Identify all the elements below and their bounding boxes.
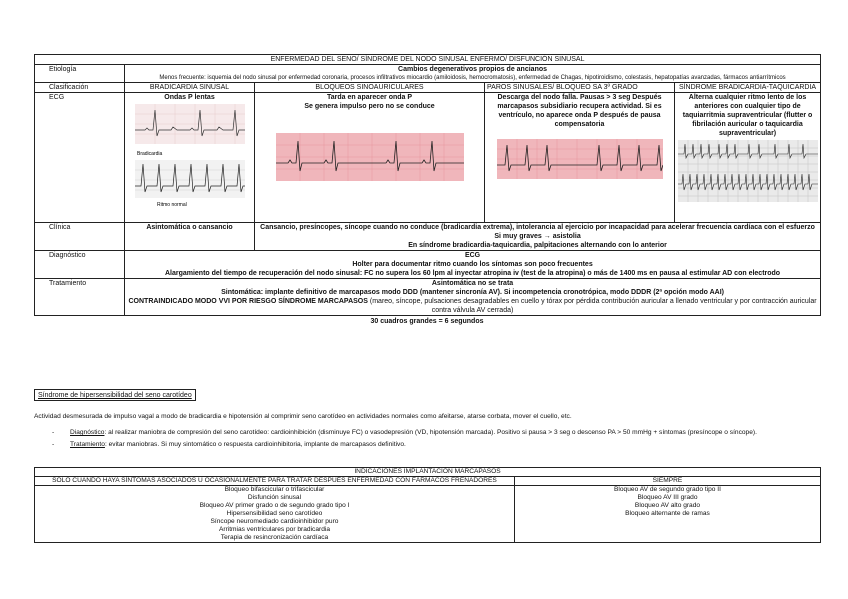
bullet-diagnostico xyxy=(52,428,812,438)
strip-label-normal: Ritmo normal xyxy=(156,202,187,208)
treat-line3 xyxy=(127,297,818,315)
treat-line3-rest: (mareo, síncope, pulsaciones desagradables en cuello y tórax por pérdida contribución auricular a llenado ventricular y por contracción auricular contra válvula AV cerrada) xyxy=(367,298,817,314)
ecg2-line1: Tarda en aparecer onda P xyxy=(326,94,413,101)
list-item: Bloqueo AV alto grado xyxy=(634,502,701,509)
col-paros: PAROS SINUSALES/ BLOQUEO SA 3º GRADO xyxy=(485,83,675,93)
list-item: Bloqueo AV III grado xyxy=(637,494,698,501)
list-item: Bloqueo bifascicular o trifascicular xyxy=(224,486,325,493)
clinic2-line3: En síndrome bradicardia-taquicardia, palpitaciones alternando con lo anterior xyxy=(408,242,667,249)
ecg-paros-image xyxy=(497,139,663,179)
diag-line2: Holter para documentar ritmo cuando los síntomas son poco frecuentes xyxy=(352,261,593,268)
ecg4-text: Alterna cualquier ritmo lento de los anteriores con cualquier tipo de taquiarritmia supraventricular (flutter o fibrilación auricular o taquicardia supraventricular) xyxy=(682,94,813,137)
sinus-disease-table xyxy=(34,54,821,316)
list-item: Bloqueo AV de segundo grado tipo II xyxy=(614,486,721,493)
ecg-sindrome-image xyxy=(678,140,818,202)
list-item: Síncope neuromediado cardioinhibidor puro xyxy=(210,518,339,525)
ecg-bloqueos-image xyxy=(276,133,464,181)
bullet-marker: - xyxy=(52,441,55,448)
indications-left-header: SOLO CUANDO HAYA SÍNTOMAS ASOCIADOS U OCASIONALMENTE PARA TRATAR DESPUÉS ENFERMEDAD CON FÁRMACOS FRENADORES xyxy=(35,477,515,486)
ecg-bradicardia-image xyxy=(135,102,245,208)
strip-label-bradicardia: Bradicardia xyxy=(136,151,162,157)
col-sindrome: SÍNDROME BRADICARDIA-TAQUICARDIA xyxy=(675,83,821,93)
section-bullets xyxy=(52,428,812,452)
list-item: Arritmias ventriculares por bradicardia xyxy=(218,526,331,533)
etiology-label: Etiología xyxy=(35,65,125,83)
indications-container xyxy=(34,467,820,543)
bullet-tratamiento-body: : evitar maniobras. Si muy sintomático o respuesta cardioinhibitoria, implante de marcapasos definitivo. xyxy=(104,441,406,448)
section-paragraph: Actividad desmesurada de impulso vagal a modo de bradicardia e hipotensión al comprimir seno carotídeo en actividades normales como afeitarse, atarse corbata, mover el cuello, etc. xyxy=(34,413,572,420)
table-title: ENFERMEDAD DEL SENO/ SÍNDROME DEL NODO SINUSAL ENFERMO/ DISFUNCIÓN SINUSAL xyxy=(35,55,821,65)
diag-line3: Alargamiento del tiempo de recuperación del nodo sinusal: FC no supera los 60 lpm al inyectar atropina iv (test de la atropina) o más de 1400 ms en pausa al estimular AD con electrodo xyxy=(164,270,781,277)
etiology-cell xyxy=(125,65,821,83)
footer-note: 30 cuadros grandes = 6 segundos xyxy=(370,318,484,325)
bullet-diagnostico-text xyxy=(70,428,757,438)
bullet-tratamiento xyxy=(52,440,812,450)
indications-table xyxy=(34,467,821,543)
ecg-bloqueos-cell xyxy=(255,93,485,223)
treat-line2: Sintomática: implante definitivo de marcapasos modo DDD (mantener sincronía AV). Si incompetencia cronotrópica, modo DDDR (2ª opción modo AAI) xyxy=(221,289,724,296)
treatment-label: Tratamiento xyxy=(35,279,125,316)
classification-label: Clasificación xyxy=(35,83,125,93)
bullet-diagnostico-label: Diagnóstico xyxy=(70,429,105,436)
col-bradicardia: BRADICARDIA SINUSAL xyxy=(125,83,255,93)
etiology-detail: Menos frecuente: isquemia del nodo sinusal por enfermedad coronaria, procesos infiltrativos miocardio (amiloidosis, hemocromatosis), enfermedad de Chagas, hipotiroidismo, colestasis, hepatopatías avanzadas, fármacos antiarrítmicos xyxy=(159,75,786,81)
main-table-container xyxy=(34,54,820,325)
clinic2-cell xyxy=(255,223,821,251)
clinic1-cell: Asintomática o cansancio xyxy=(125,223,255,251)
ecg2-line2: Se genera impulso pero no se conduce xyxy=(304,103,435,110)
treatment-cell xyxy=(125,279,821,316)
indications-right-list xyxy=(515,486,821,543)
indications-title: INDICACIONES IMPLANTACIÓN MARCAPASOS xyxy=(35,468,821,477)
treat-line1: Asintomática no se trata xyxy=(431,280,514,287)
diag-line1: ECG xyxy=(464,252,481,259)
bullet-tratamiento-text xyxy=(70,440,406,450)
bullet-marker: - xyxy=(52,429,55,436)
diagnosis-cell xyxy=(125,251,821,279)
ecg-label: ECG xyxy=(35,93,125,223)
ecg-sindrome-cell xyxy=(675,93,821,223)
clinic-label: Clínica xyxy=(35,223,125,251)
ecg3-text: Descarga del nodo falla. Pausas > 3 seg Después marcapasos subsidiario recupera actividad. Si es ventrículo, no aparece onda P después de pausa compensatoria xyxy=(497,94,662,128)
ecg-paros-cell xyxy=(485,93,675,223)
bullet-tratamiento-label: Tratamiento xyxy=(70,441,105,448)
diagnosis-label: Diagnóstico xyxy=(35,251,125,279)
ecg1-text: Ondas P lentas xyxy=(164,94,215,101)
list-item: Bloqueo AV primer grado o de segundo grado tipo I xyxy=(199,502,350,509)
treat-line3-bold: CONTRAINDICADO MODO VVI POR RIESGO SÍNDROME MARCAPASOS xyxy=(128,298,368,305)
clinic2-line2: Si muy graves → asistolia xyxy=(494,233,581,240)
bullet-diagnostico-body: : al realizar maniobra de compresión del seno carotídeo: cardioinhibición (disminuye FC) o vasodepresión (VD, hipotensión marcada). Positivo si pausa > 3 seg o descenso PA > 50 mmHg + síntomas (presíncope o síncope). xyxy=(104,429,757,436)
list-item: Bloqueo alternante de ramas xyxy=(625,510,710,517)
indications-left-list xyxy=(35,486,515,543)
list-item: Disfunción sinusal xyxy=(247,494,302,501)
list-item: Terapia de resincronización cardíaca xyxy=(220,534,329,541)
indications-right-header: SIEMPRE xyxy=(515,477,821,486)
etiology-heading: Cambios degenerativos propios de ancianos xyxy=(398,66,548,73)
section-title: Síndrome de hipersensibilidad del seno carotídeo xyxy=(34,389,196,401)
list-item: Hipersensibilidad seno carotídeo xyxy=(226,510,323,517)
clinic2-line1: Cansancio, presíncopes, síncope cuando no conduce (bradicardia extrema), intolerancia al ejercicio por incapacidad para acelerar frecuencia cardíaca con el esfuerzo xyxy=(260,224,815,231)
ecg-bradicardia-cell xyxy=(125,93,255,223)
col-bloqueos: BLOQUEOS SINOAURICULARES xyxy=(255,83,485,93)
